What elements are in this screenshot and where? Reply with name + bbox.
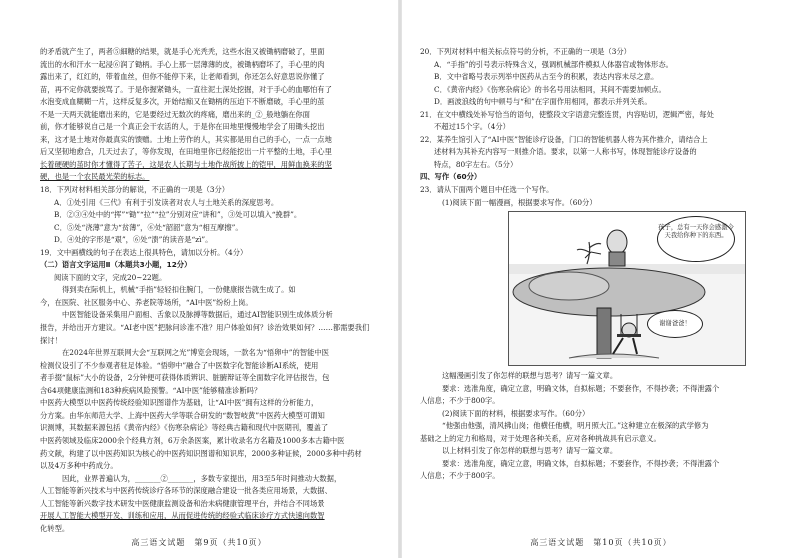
passage-line: 今，在医院、社区服务中心、养老院等场所，“AI中医”纷纷上岗。 xyxy=(40,297,253,307)
passage-line: 中医药大模型以中医药传统经验知识图谱作为基础，让“AI中医”拥有这样的分析能力， xyxy=(40,398,319,408)
passage-line: 探讨！ xyxy=(40,335,62,345)
passage-line: 得到卖在际机上，机械“手指”轻轻扣住腕门，一份健康报告就生成了。如 xyxy=(62,285,296,295)
q18-option-d: D．④处的字形是“艰”，⑥处“溃”的读音是“zì”。 xyxy=(54,235,213,245)
passage-line: 人工智能等新兴数字技术研发中医健康监测设备和治未病健康管理平台，并结合不同场景 xyxy=(40,498,325,508)
question-22-cont: 特点，80字左右。（5分） xyxy=(434,159,518,169)
underlined-sentence: 硬，也是一个农民最光荣的标志。 xyxy=(40,172,150,182)
topic-1-text: 要求：选准角度，确定立意，明确文体，自拟标题；不要套作，不得抄袭；不得泄露个 xyxy=(442,383,720,393)
passage-continuation xyxy=(40,46,386,184)
text-line: 流出的水和汗水一起浸⑥润了锄柄。手心上那一层薄薄的皮，被锄柄磨坏了，手心里的肉 xyxy=(40,59,325,69)
topic-2-text: 要求：选准角度，确定立意，明确文体，自拟标题；不要套作，不得抄袭；不得泄露个 xyxy=(442,458,720,468)
topic-2-text: 基础之上的定力和格局，对于处理各种关系，应对各种挑战具有启示意义。 xyxy=(420,433,661,443)
cartoon-image xyxy=(508,211,746,366)
topic-1-prompt: (1)阅读下面一幅漫画，根据要求写作。（60分） xyxy=(442,197,597,207)
passage-line: 化转型。 xyxy=(40,523,70,533)
question-22-cont: 述材料为其补充内容写一则推介语。要求，以第一人称书写，体现智能诊疗设备的 xyxy=(434,147,697,157)
passage-line: 者手掇“鼠标”大小的设备，2分钟便可获得体质辨识、脏腑辩证等全面数字化评估报告，包 xyxy=(40,373,330,383)
passage-line: 人工智能等新兴技术与中医药传统诊疗各环节的深度融合建设一批各类应用场景，大数据、 xyxy=(40,486,332,496)
q20-option-b: B．文中省略号表示列举中医药从古至今的积累，表达内容未尽之意。 xyxy=(434,72,659,82)
q18-option-a: A．①处引用《三代》有利于引发读者对农人与土地关系的深度思考。 xyxy=(54,197,279,207)
topic-2-text: 以上材料引发了你怎样的联想与思考？请写一篇文章。 xyxy=(442,446,618,456)
passage-line: 分方案。由华东师范大学、上海中医药大学等联合研发的“数智岐黄”中医药大模型可谓知 xyxy=(40,410,325,420)
passage-line: 报告，并给出开方建议。“AI老中医”把脉问诊准不准？用户体验如何？诊治效果如何？……都需要我们 xyxy=(40,323,370,333)
text-line: 露出来了，红红的，带着血丝，但你不能停下来，让老师看到，你还怎么好意思说你懂了 xyxy=(40,72,325,82)
question-21-cont: 不超过15个字。（4分） xyxy=(434,122,510,132)
reading-intro: 阅读下面的文字，完成20~22题。 xyxy=(54,272,167,282)
passage-line: 药文献，构建了以中医药知识为核心的中医药知识图谱和知识库，2000多种证候，2000多种中药材 xyxy=(40,448,362,458)
passage-line: 中医智能设备采集用户面相、舌象以及脉搏等数据后，通过AI智能识别生成体质分析 xyxy=(62,310,333,320)
speech-bubble-father: 孩子，总有一天你会感激今天我给你种下的东西。 xyxy=(657,216,735,262)
page-footer: 高三语文试题 第9页（共10页） xyxy=(131,538,267,547)
question-22: 22．某养生馆引入了“AI中医”智能诊疗设备，门口的智能机器人将为其作推介，请结合上 xyxy=(420,134,708,144)
reading-passage xyxy=(40,284,386,535)
passage-line: 检测仪设引了不少参观者驻足体验。“悟卵中”融合了中医数字化智能诊断AI系统，使用 xyxy=(40,360,319,370)
text-line: 水泡变成血糊糊一片，这样反复多次，开始结痂又在锄柄的压迫下不断磨破，手心里的茧 xyxy=(40,97,325,107)
q18-option-c: C．⑤处“浇薄”意为“贫薄”，⑥处“韶韶”意为“相互摩擦”。 xyxy=(54,222,243,232)
page-9 xyxy=(0,0,398,558)
passage-line: 识测博，其数据来源包括《黄帝内经》《伤寒杂病论》等经典古籍和现代中医期刊，覆盖了 xyxy=(40,423,329,433)
topic-1-text: 人信息；不少于800字。 xyxy=(420,396,500,406)
speech-bubble-child: 谢谢爸爸！ xyxy=(647,310,703,338)
text-line: 苗，再不定你就要挨骂了。于是你握紧锄头，一直往泥土深处挖掘，对于手心的血哪怕有了 xyxy=(40,84,332,94)
question-21: 21．在文中横线处补写恰当的语句，使整段文字语意完整连贯，内容贴切，逻辑严密，每处 xyxy=(420,109,714,119)
passage-line: 含64项健康监测和183种疾病风险预警。“AI中医”能够精准诊断吗？ xyxy=(40,385,262,395)
section-heading: （二）语言文字运用Ⅱ（本题共3小题，12分） xyxy=(40,260,192,270)
topic-2-prompt: (2)阅读下面的材料，根据要求写作。（60分） xyxy=(442,408,590,418)
passage-line: 中医药领域及临床2000余个经典方剂，6万余条医案，累计收录名方名籍及1000多本古籍中医 xyxy=(40,435,345,445)
question-18: 18．下列对材料相关部分的解说，不正确的一项是（3分） xyxy=(40,185,230,195)
topic-2-text: “他强由他强，清风拂山岗；他横任他横，明月照大江。”这种建立在极深的武学修为 xyxy=(442,421,709,431)
q20-option-c: C．《黄帝内经》《伤寒杂病论》的书名号用法相同，其间不需要加顿点。 xyxy=(434,84,666,94)
underlined-sentence: 长着硬硬的茧时你才懂得了苦子，这是农人长期与土地作战所披上的铠甲，用鲜血换来的坚 xyxy=(40,159,332,169)
topic-2-text: 人信息；不少于800字。 xyxy=(420,471,500,481)
q20-option-a: A．“手指”的引号表示特殊含义，强调机械部件模拟人体器官或物体形态。 xyxy=(434,59,673,69)
page-10 xyxy=(402,0,800,558)
section-heading: 四、写作（60分） xyxy=(420,172,482,182)
text-line: 的矛盾就产生了，两者⑤細糖的结果，就是手心光秃秃，这些水泡又被锄柄磨破了，里面 xyxy=(40,47,325,56)
page-footer: 高三语文试题 第10页（共10页） xyxy=(530,538,672,547)
question-23: 23．请从下面两个题目中任选一个写作。 xyxy=(420,185,554,195)
wavy-line-sentence: 开展人工智能大模型开发、训练和应用，从而促进传统的经验式临床诊疗方式快速向数智 xyxy=(40,511,325,521)
text-line: 来，这才是土地对你最真实的馈赠。土地上劳作的人，其实都是用自己的手心，一点一点地 xyxy=(40,134,332,144)
q20-option-d: D．画波浪线的句中顿号与“和”在字面作用相同，都表示并列关系。 xyxy=(434,97,652,107)
passage-line: 以及4万多种中药成分。 xyxy=(40,461,118,471)
text-line: 前，你才能够说自己是一个真正会干农活的人，于是你在田地里慢慢地学会了用锄头挖出 xyxy=(40,122,325,132)
topic-1-text: 这幅漫画引发了你怎样的联想与思考？请写一篇文章。 xyxy=(442,371,618,381)
passage-line: 在2024年世界互联网大会“互联网之光”博览会现场，一款名为“悟卵中”的智能中医 xyxy=(62,348,329,358)
question-20: 20．下列对材料中相关标点符号的分析，不正确的一项是（3分） xyxy=(420,47,631,56)
q18-option-b: B．②③④处中的“挥”“锄”“拉”“拉”分别对应“讲和”，③处可以填入“挽群”。 xyxy=(54,210,302,220)
passage-line: 因此，业界普遍认为，_______②_______，多数专家提出，用3至5年时间推动大数据， xyxy=(62,473,342,483)
text-line: 不是一天两天就能磨出来的，它是要经过无数次的疼痛，磨出来的_②_般地躺在你面 xyxy=(40,109,310,119)
question-19: 19．文中画横线的句子在表达上很具特色，请加以分析。（4分） xyxy=(40,247,248,257)
text-line: 后又坚韧地愈合，几天过去了，等你发现，在田地里你已经能挖出一片平整的土地，手心里 xyxy=(40,147,332,157)
